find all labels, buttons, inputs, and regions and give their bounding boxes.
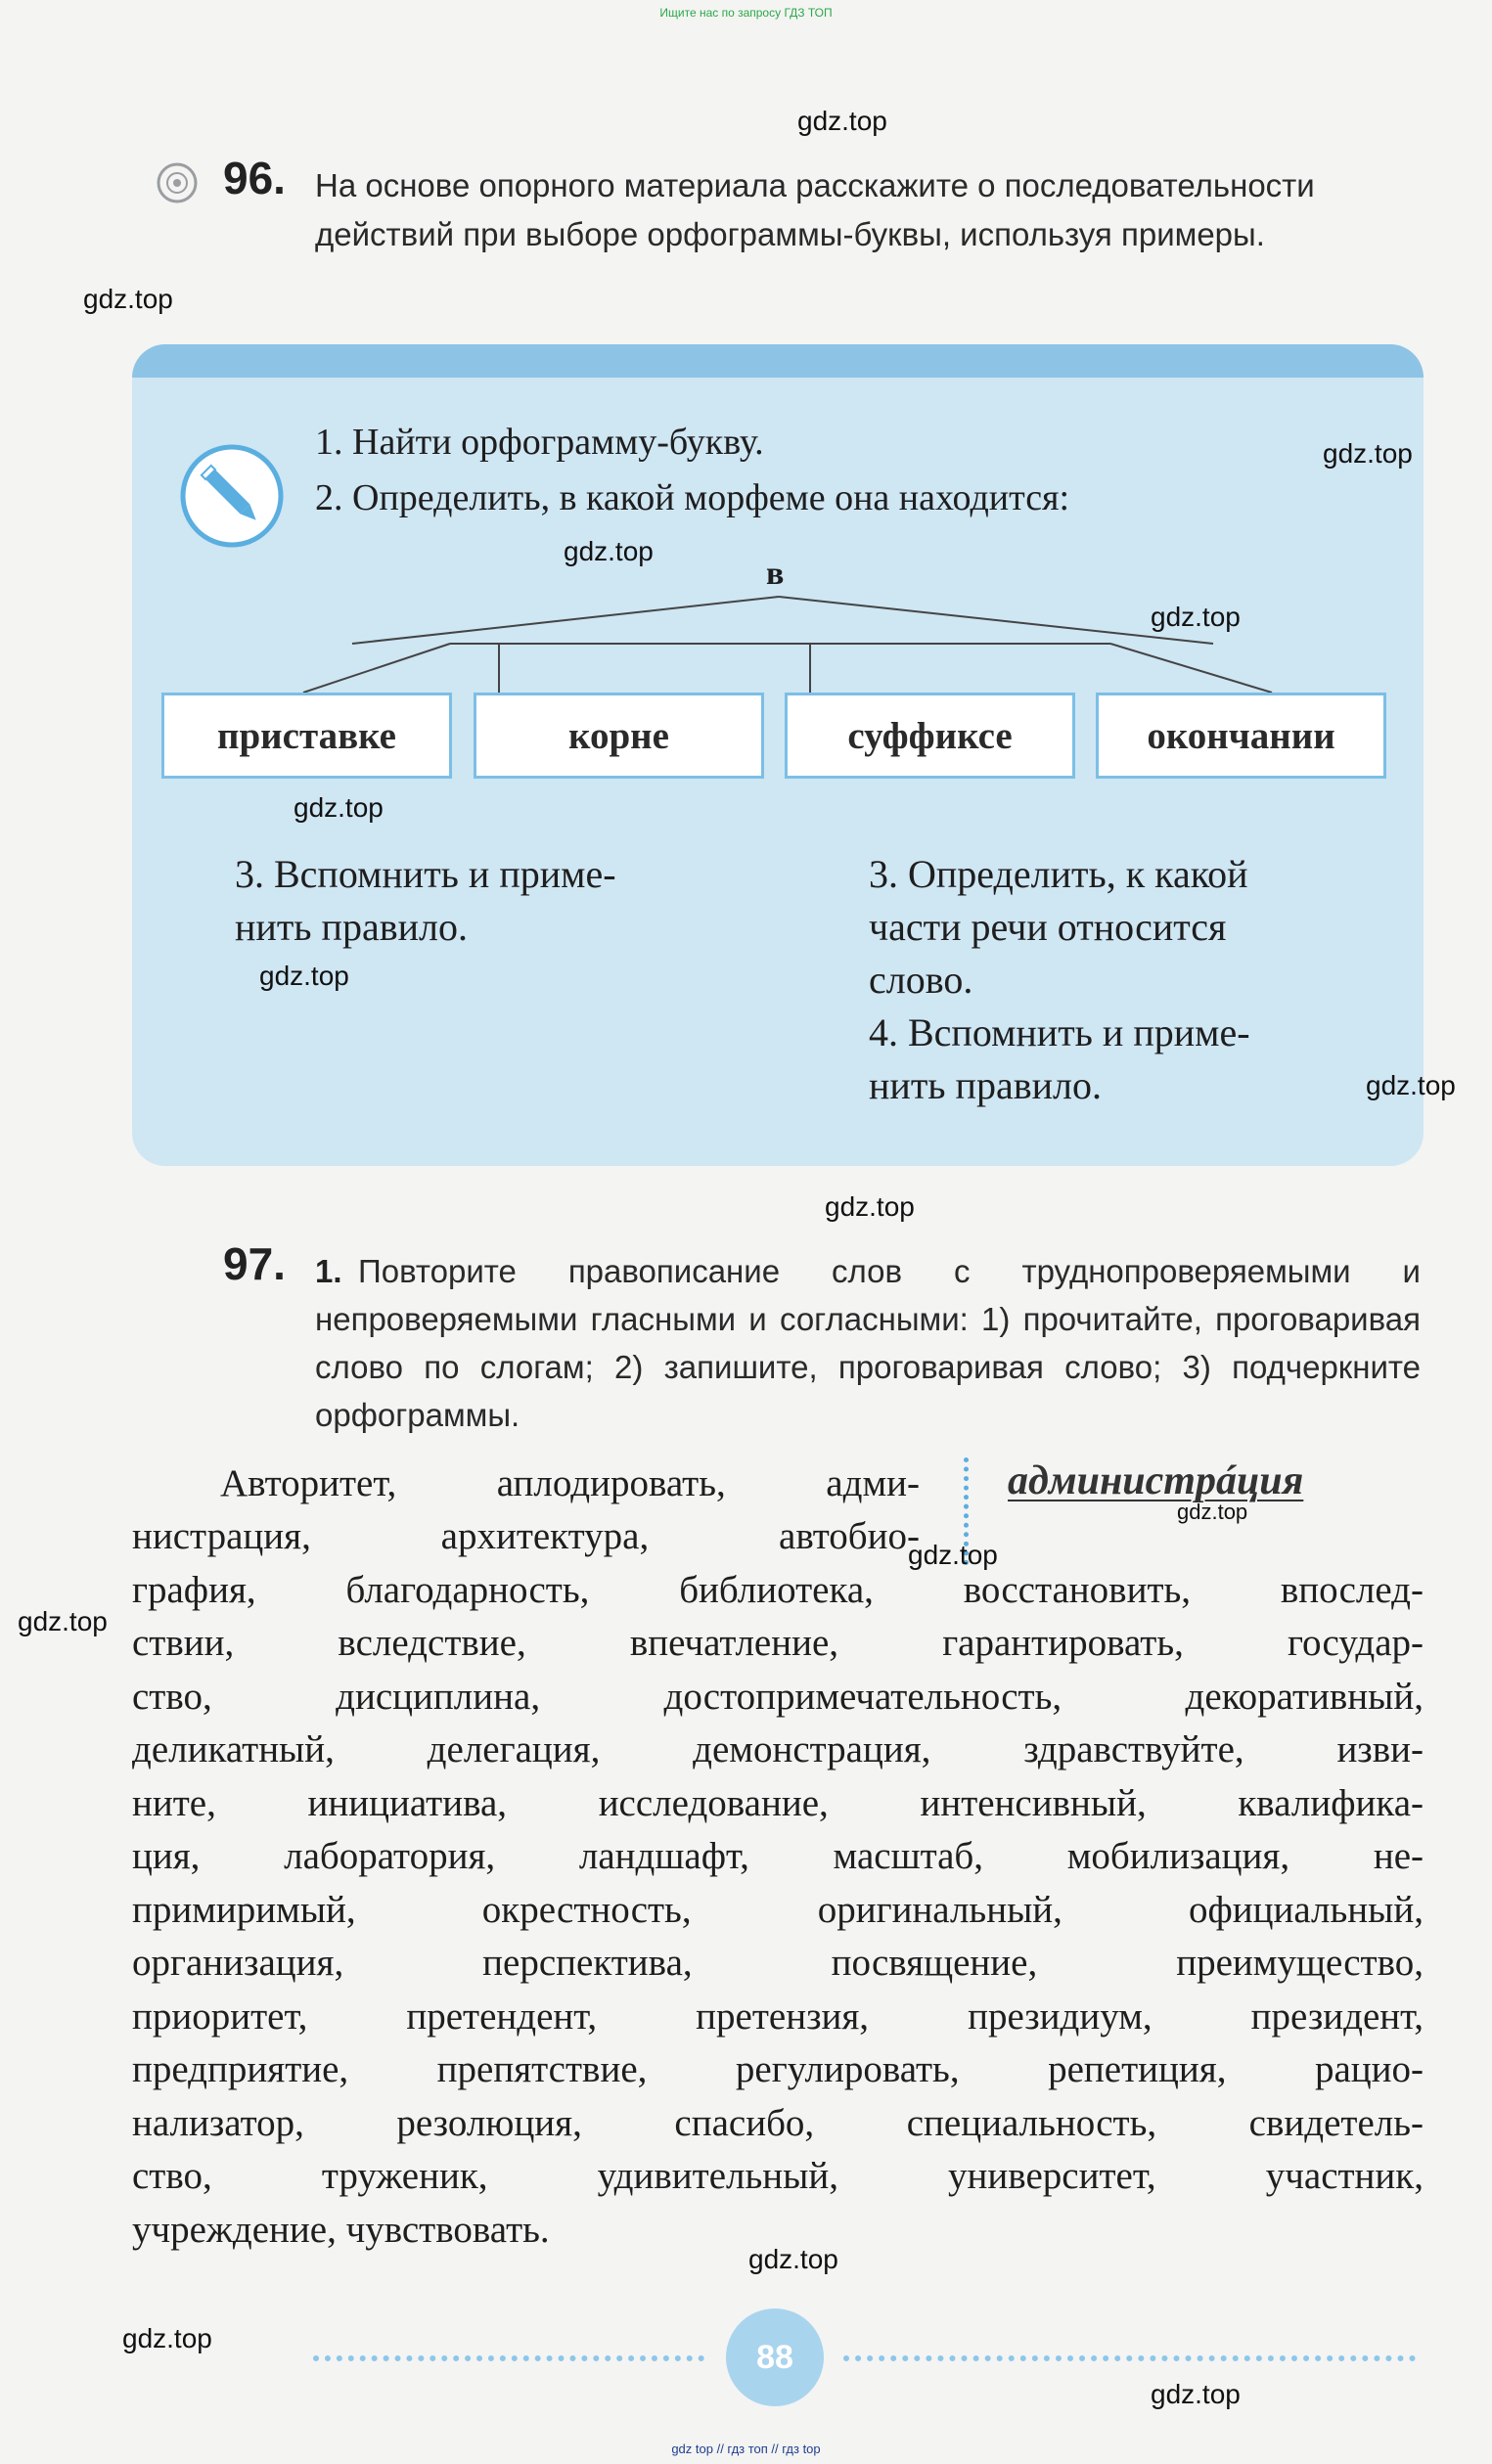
watermark: gdz.top — [83, 284, 173, 314]
watermark: gdz.top — [18, 1606, 108, 1636]
words-line-12: предприятие, препятствие, регулировать, репетиция, рацио- — [132, 2048, 1424, 2090]
exercise-96-text: На основе опорного материала расскажите о последовательности действий при выборе орфограммы-буквы, используя примеры. — [315, 167, 1315, 252]
watermark: gdz.top — [294, 792, 384, 823]
preposition-v: в — [766, 556, 785, 592]
exercise-97-sub: 1. — [315, 1253, 342, 1289]
watermark: gdz.top — [1366, 1070, 1456, 1100]
words-line-9: примиримый, окрестность, оригинальный, официальный, — [132, 1889, 1424, 1931]
morpheme-root-box: корне — [474, 693, 764, 779]
step-1: 1. Найти орфограмму-букву. — [315, 422, 764, 463]
watermark: gdz.top — [1323, 438, 1413, 469]
words-line-3: графия, благодарность, библиотека, восстановить, впослед- — [132, 1569, 1424, 1611]
words-line-4: ствии, вследствие, впечатление, гарантировать, государ- — [132, 1622, 1424, 1664]
left-line-1: 3. Вспомнить и приме- — [235, 852, 616, 896]
right-line-4: 4. Вспомнить и приме- — [869, 1010, 1250, 1054]
watermark: gdz.top — [122, 2323, 212, 2353]
right-line-3: слово. — [869, 958, 973, 1002]
top-banner: Ищите нас по запросу ГДЗ ТОП — [659, 6, 833, 20]
watermark: gdz.top — [1151, 602, 1241, 632]
left-column — [235, 848, 616, 954]
watermark: gdz.top — [564, 536, 654, 566]
exercise-96-number: 96. — [223, 153, 286, 203]
watermark: gdz.top — [259, 961, 349, 991]
cd-icon — [157, 162, 198, 203]
step-2: 2. Определить, в какой морфеме она находится: — [315, 477, 1070, 518]
watermark: gdz.top — [748, 2244, 838, 2274]
words-line-10: организация, перспектива, посвящение, преимущество, — [132, 1942, 1424, 1984]
words-line-8: ция, лаборатория, ландшафт, масштаб, мобилизация, не- — [132, 1835, 1424, 1877]
example-word: администрáция — [1008, 1458, 1304, 1503]
pencil-icon — [178, 442, 286, 550]
words-line-6: деликатный, делегация, демонстрация, здравствуйте, изви- — [132, 1728, 1424, 1770]
morpheme-ending-box: окончании — [1096, 693, 1386, 779]
exercise-97-number: 97. — [223, 1238, 286, 1289]
watermark: gdz.top — [797, 106, 887, 136]
watermark: gdz.top — [1151, 2379, 1241, 2409]
right-line-5: нить правило. — [869, 1063, 1102, 1107]
right-line-2: части речи относится — [869, 905, 1227, 949]
words-line-7: ните, инициатива, исследование, интенсивный, квалифика- — [132, 1782, 1424, 1824]
words-line-5: ство, дисциплина, достопримечательность, декоративный, — [132, 1676, 1424, 1718]
words-line-15: учреждение, чувствовать. — [132, 2209, 550, 2251]
watermark: gdz.top — [908, 1540, 998, 1570]
watermark: gdz.top — [1177, 1500, 1248, 1524]
exercise-97-text: Повторите правописание слов с труднопроверяемыми и непроверяемыми гласными и согласными: 1) прочитайте, проговаривая слово по слогам; 2) запишите, проговаривая слово; 3) подчеркните орфограммы. — [315, 1253, 1421, 1433]
words-line-14: ство, труженик, удивительный, университет, участник, — [132, 2155, 1424, 2197]
words-line-1: Авторитет, аплодировать, адми- — [220, 1462, 920, 1504]
page-number: 88 — [726, 2308, 824, 2406]
morpheme-prefix-box: приставке — [161, 693, 452, 779]
bottom-banner: gdz top // гдз топ // гдз top — [671, 2442, 821, 2456]
right-line-1: 3. Определить, к какой — [869, 852, 1248, 896]
morpheme-suffix-box: суффиксе — [785, 693, 1075, 779]
left-line-2: нить правило. — [235, 905, 468, 949]
footer-dots-left — [313, 2355, 704, 2361]
footer-dots-right — [843, 2355, 1416, 2361]
words-line-2: нистрация, архитектура, автобио- — [132, 1515, 920, 1557]
right-column — [869, 848, 1250, 1112]
words-line-11: приоритет, претендент, претензия, президиум, президент, — [132, 1995, 1424, 2038]
watermark: gdz.top — [825, 1191, 915, 1222]
words-line-13: нализатор, резолюция, спасибо, специальность, свидетель- — [132, 2102, 1424, 2144]
